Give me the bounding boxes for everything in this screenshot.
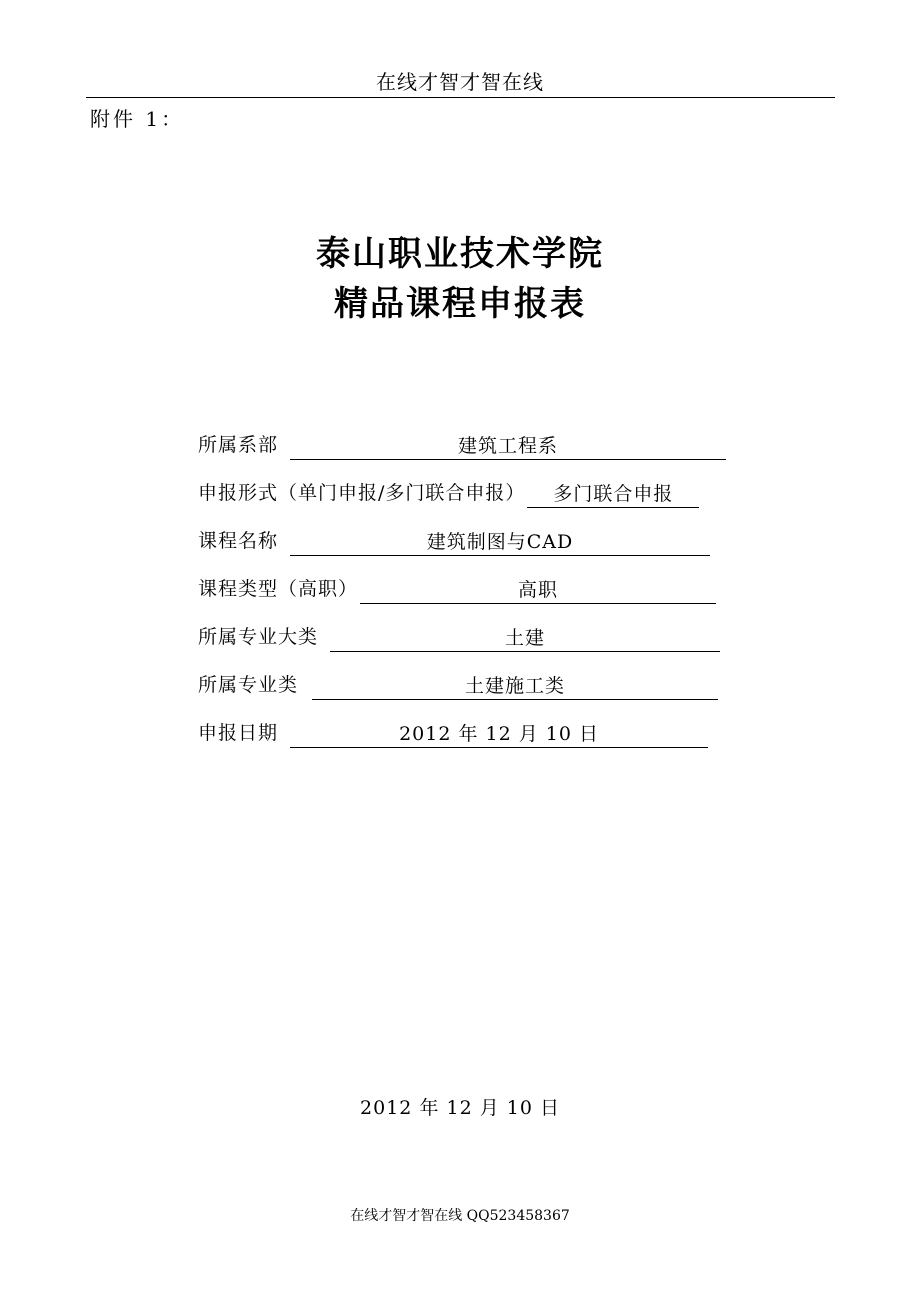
- field-label: 课程名称: [198, 530, 279, 552]
- field-value-line[interactable]: [360, 577, 716, 604]
- field-department: [198, 430, 726, 460]
- field-value: 土建施工类: [465, 675, 566, 697]
- field-value-line[interactable]: [312, 673, 718, 700]
- field-application-type: [198, 478, 699, 508]
- attachment-label: 附件 1：: [90, 107, 185, 131]
- field-application-date: [198, 718, 708, 748]
- field-value-line[interactable]: [290, 529, 710, 556]
- header-rule: [86, 97, 835, 98]
- field-course-type: [198, 574, 716, 604]
- page-footer: 在线才智才智在线 QQ523458367: [350, 1208, 570, 1224]
- field-course-name: [198, 526, 710, 556]
- field-value-line[interactable]: [290, 433, 726, 460]
- field-value-line[interactable]: [290, 721, 708, 748]
- field-label: 课程类型（高职）: [198, 578, 359, 600]
- field-value-line[interactable]: [527, 481, 699, 508]
- field-label: 所属系部: [198, 434, 279, 456]
- field-label: 所属专业大类: [198, 626, 319, 648]
- field-major-category: [198, 622, 720, 652]
- title-institution: 泰山职业技术学院: [316, 234, 604, 274]
- field-value: 土建: [505, 627, 546, 649]
- field-label: 所属专业类: [198, 674, 299, 696]
- field-major-class: [198, 670, 718, 700]
- field-value-line[interactable]: [330, 625, 720, 652]
- field-value: 高职: [518, 579, 559, 601]
- field-value: 2012 年 12 月 10 日: [399, 723, 599, 745]
- field-value: 建筑工程系: [458, 435, 559, 457]
- title-form-name: 精品课程申报表: [334, 284, 586, 324]
- field-label: 申报日期: [198, 722, 279, 744]
- field-value: 多门联合申报: [553, 483, 674, 505]
- field-label: 申报形式（单门申报/多门联合申报）: [198, 482, 526, 504]
- field-value: 建筑制图与CAD: [426, 531, 574, 553]
- header-text: 在线才智才智在线: [376, 70, 544, 94]
- signature-date: 2012 年 12 月 10 日: [360, 1097, 560, 1119]
